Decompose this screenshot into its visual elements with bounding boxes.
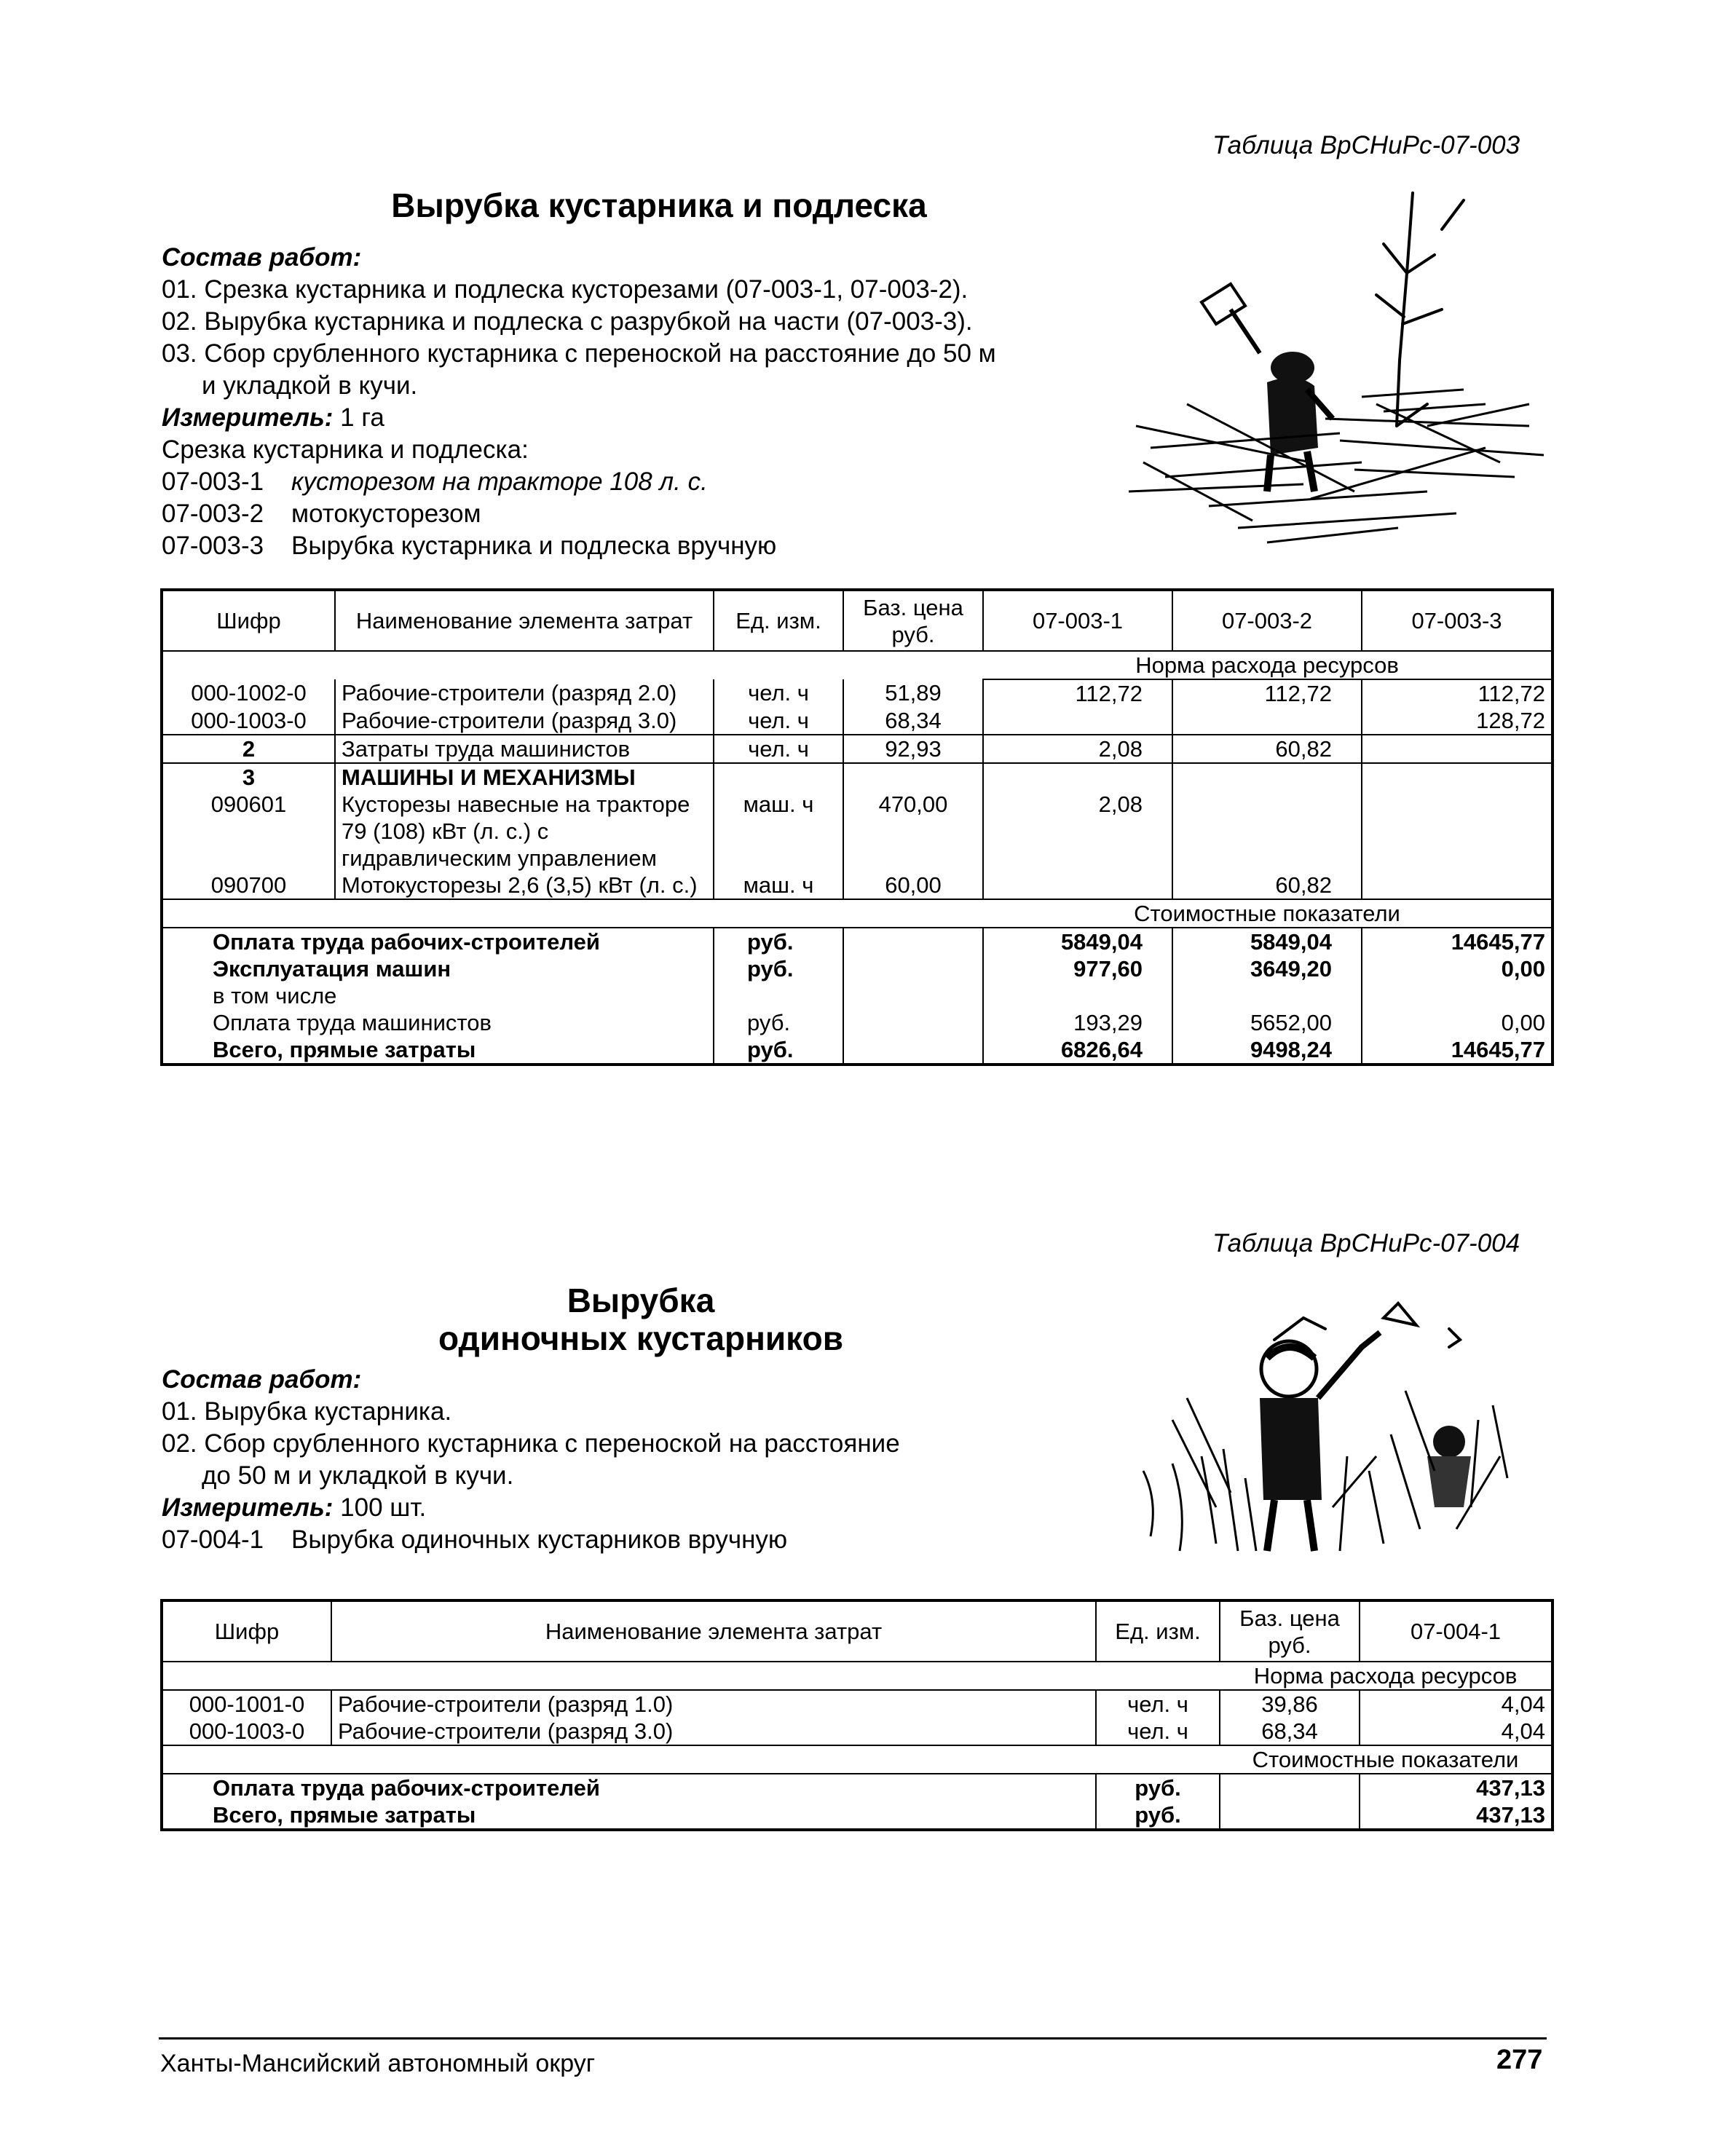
cell-v1: 112,72 — [983, 679, 1172, 707]
cost-label-row — [162, 899, 1553, 928]
norm-label: Норма расхода ресурсов — [983, 651, 1553, 679]
brush-clearing-illustration — [1121, 186, 1551, 557]
cost-v2: 9498,24 — [1172, 1036, 1362, 1065]
title-line-2: одиночных кустарников — [438, 1319, 843, 1357]
cost-name: Эксплуатация машин — [213, 956, 451, 982]
cost-v1: 437,13 — [1360, 1801, 1553, 1830]
cell-v1 — [983, 872, 1172, 899]
cell-v1 — [983, 763, 1172, 791]
cell-name: Рабочие-строители (разряд 3.0) — [335, 707, 714, 735]
cost-v3: 0,00 — [1362, 1009, 1553, 1036]
cell-unit — [714, 763, 843, 791]
table-row — [162, 679, 1553, 707]
cell-name: Рабочие-строители (разряд 1.0) — [331, 1690, 1096, 1718]
cell-name: Мотокусторезы 2,6 (3,5) кВт (л. с.) — [335, 872, 714, 899]
col-header-v1: 07-004-1 — [1360, 1600, 1553, 1662]
work-item: до 50 м и укладкой в кучи. — [202, 1461, 514, 1490]
code: 07-003-2 — [162, 499, 264, 528]
cell-v2 — [1172, 791, 1362, 872]
cost-unit: руб. — [714, 1009, 843, 1036]
cell-v3 — [1362, 791, 1553, 872]
section-title-1: Вырубка кустарника и подлеска — [391, 186, 927, 224]
work-composition-1 — [162, 242, 1167, 562]
code-line — [162, 498, 1167, 530]
table-row — [162, 1690, 1553, 1718]
col-header-v1: 07-003-1 — [983, 590, 1172, 651]
norm-label: Норма расхода ресурсов — [1220, 1662, 1553, 1690]
work-item: 02. Сбор срубленного кустарника с переноской на расстояние — [162, 1429, 900, 1458]
cell-price: 39,86 — [1220, 1690, 1360, 1718]
cell-code: 2 — [162, 735, 335, 763]
cost-unit: руб. — [1096, 1801, 1220, 1830]
table-header — [162, 1600, 1553, 1662]
cell-name: Кусторезы навесные на тракторе 79 (108) кВт (л. с.) с гидравлическим управлением — [335, 791, 714, 872]
cost-v3: 14645,77 — [1362, 1036, 1553, 1065]
code: 07-003-3 — [162, 532, 264, 560]
cell-code: 3 — [162, 763, 335, 791]
cost-label: Стоимостные показатели — [983, 899, 1553, 928]
cost-v2: 3649,20 — [1172, 955, 1362, 982]
cell-v2 — [1172, 707, 1362, 735]
code-line — [162, 530, 1167, 562]
cell-v1: 4,04 — [1360, 1690, 1553, 1718]
cost-v1: 977,60 — [983, 955, 1172, 982]
col-header-price: Баз. цена руб. — [1220, 1600, 1360, 1662]
cell-unit: чел. ч — [714, 679, 843, 707]
col-header-code: Шифр — [162, 1600, 331, 1662]
col-header-unit: Ед. изм. — [1096, 1600, 1220, 1662]
cell-v3 — [1362, 735, 1553, 763]
cell-unit: чел. ч — [714, 707, 843, 735]
resource-table-1 — [160, 588, 1554, 1066]
code-line — [162, 1524, 1108, 1556]
cell-code: 000-1001-0 — [162, 1690, 331, 1718]
col-header-name: Наименование элемента затрат — [335, 590, 714, 651]
cost-unit: руб. — [714, 928, 843, 955]
cell-v1: 2,08 — [983, 791, 1172, 872]
code-text: мотокусторезом — [291, 499, 481, 528]
cell-price: 470,00 — [843, 791, 983, 872]
cost-unit: руб. — [714, 1036, 843, 1065]
meter-label: Измеритель: — [162, 403, 334, 432]
cell-unit: чел. ч — [1096, 1718, 1220, 1745]
code: 07-004-1 — [162, 1525, 264, 1554]
cell-name: Затраты труда машинистов — [335, 735, 714, 763]
cell-v3: 128,72 — [1362, 707, 1553, 735]
page-number: 277 — [1496, 2045, 1543, 2075]
table-reference-2: Таблица ВрСНиРс-07-004 — [1212, 1229, 1520, 1257]
footer-divider — [159, 2037, 1547, 2039]
composition-label: Состав работ: — [162, 243, 362, 272]
resource-table-2 — [160, 1599, 1554, 1831]
cost-label: Стоимостные показатели — [1220, 1745, 1553, 1774]
meter-value: 100 шт. — [333, 1493, 427, 1522]
cost-row — [162, 1801, 1553, 1830]
cell-v1: 2,08 — [983, 735, 1172, 763]
norm-label-row — [162, 651, 1553, 679]
meter-value: 1 га — [333, 403, 384, 432]
col-header-code: Шифр — [162, 590, 335, 651]
cost-row — [162, 928, 1553, 955]
cell-code: 000-1003-0 — [191, 708, 307, 733]
col-header-unit: Ед. изм. — [714, 590, 843, 651]
cost-row — [162, 955, 1553, 982]
cell-price: 68,34 — [843, 707, 983, 735]
cost-v3: 0,00 — [1362, 955, 1553, 982]
col-header-price: Баз. цена руб. — [843, 590, 983, 651]
cell-v3 — [1362, 872, 1553, 899]
table-row — [162, 791, 1553, 872]
cost-v2: 5849,04 — [1172, 928, 1362, 955]
cost-name: Оплата труда рабочих-строителей — [162, 928, 714, 955]
footer-region: Ханты-Мансийский автономный округ — [160, 2050, 596, 2077]
table-header — [162, 590, 1553, 651]
cell-v2 — [1172, 763, 1362, 791]
work-item: 01. Срезка кустарника и подлеска кусторезами (07-003-1, 07-003-2). — [162, 275, 968, 304]
work-item: 03. Сбор срубленного кустарника с переноской на расстояние до 50 м — [162, 339, 996, 368]
cost-v2: 5652,00 — [1172, 1009, 1362, 1036]
table-row — [162, 763, 1553, 791]
cost-unit: руб. — [1096, 1774, 1220, 1801]
cell-name: Рабочие-строители (разряд 2.0) — [335, 679, 714, 707]
cell-name: Рабочие-строители (разряд 3.0) — [331, 1718, 1096, 1745]
cell-unit: маш. ч — [714, 791, 843, 872]
cost-name: Оплата труда машинистов — [213, 1010, 492, 1035]
single-bush-cutting-illustration — [1129, 1289, 1522, 1565]
cell-unit: чел. ч — [1096, 1690, 1220, 1718]
table-row — [162, 872, 1553, 899]
code-text: кусторезом на тракторе 108 л. с. — [291, 467, 708, 496]
cost-label-row — [162, 1745, 1553, 1774]
col-header-v3: 07-003-3 — [1362, 590, 1553, 651]
work-item: и укладкой в кучи. — [202, 371, 418, 400]
composition-label: Состав работ: — [162, 1365, 362, 1394]
cell-code: 000-1003-0 — [189, 1718, 305, 1744]
section-title-2 — [386, 1282, 896, 1357]
cell-v1: 4,04 — [1360, 1718, 1553, 1745]
cell-price: 92,93 — [843, 735, 983, 763]
cell-code: 090700 — [210, 872, 287, 898]
cell-price — [843, 763, 983, 791]
table-row — [162, 735, 1553, 763]
meter-label: Измеритель: — [162, 1493, 334, 1522]
cost-unit: руб. — [714, 955, 843, 982]
col-header-name: Наименование элемента затрат — [331, 1600, 1096, 1662]
cell-name: МАШИНЫ И МЕХАНИЗМЫ — [335, 763, 714, 791]
code-text: Вырубка одиночных кустарников вручную — [291, 1525, 788, 1554]
table-row — [162, 707, 1553, 735]
cost-v1: 6826,64 — [983, 1036, 1172, 1065]
cell-code: 000-1002-0 — [191, 680, 307, 706]
cell-v2: 60,82 — [1172, 872, 1362, 899]
cost-name: Всего, прямые затраты — [213, 1802, 476, 1828]
subtitle: Срезка кустарника и подлеска: — [162, 435, 529, 464]
code-text: Вырубка кустарника и подлеска вручную — [291, 532, 777, 560]
work-item: 01. Вырубка кустарника. — [162, 1397, 452, 1426]
cell-v2: 112,72 — [1172, 679, 1362, 707]
cost-v1: 437,13 — [1360, 1774, 1553, 1801]
cell-unit: маш. ч — [714, 872, 843, 899]
cost-row — [162, 1009, 1553, 1036]
table-row — [162, 1718, 1553, 1745]
cell-v3: 112,72 — [1362, 679, 1553, 707]
cell-unit: чел. ч — [714, 735, 843, 763]
cost-v1: 5849,04 — [983, 928, 1172, 955]
cost-row — [162, 982, 1553, 1009]
meter-line — [162, 402, 1167, 434]
cell-price: 68,34 — [1220, 1718, 1360, 1745]
title-line-1: Вырубка — [567, 1282, 715, 1319]
col-header-v2: 07-003-2 — [1172, 590, 1362, 651]
norm-label-row — [162, 1662, 1553, 1690]
cell-v3 — [1362, 763, 1553, 791]
meter-line — [162, 1492, 1108, 1524]
cost-row — [162, 1774, 1553, 1801]
cell-v1 — [983, 707, 1172, 735]
cost-name: Оплата труда рабочих-строителей — [162, 1774, 1096, 1801]
cell-price: 51,89 — [843, 679, 983, 707]
cost-name: Всего, прямые затраты — [213, 1037, 476, 1062]
cost-v1: 193,29 — [983, 1009, 1172, 1036]
cost-row — [162, 1036, 1553, 1065]
code: 07-003-1 — [162, 467, 264, 496]
code-line — [162, 466, 1167, 498]
cost-v3: 14645,77 — [1362, 928, 1553, 955]
cell-price: 60,00 — [843, 872, 983, 899]
work-composition-2 — [162, 1364, 1108, 1556]
work-item: 02. Вырубка кустарника и подлеска с разрубкой на части (07-003-3). — [162, 307, 973, 336]
cell-v2: 60,82 — [1172, 735, 1362, 763]
cost-name: в том числе — [213, 983, 337, 1008]
table-reference-1: Таблица ВрСНиРс-07-003 — [1212, 131, 1520, 159]
cell-code: 090601 — [210, 791, 287, 817]
